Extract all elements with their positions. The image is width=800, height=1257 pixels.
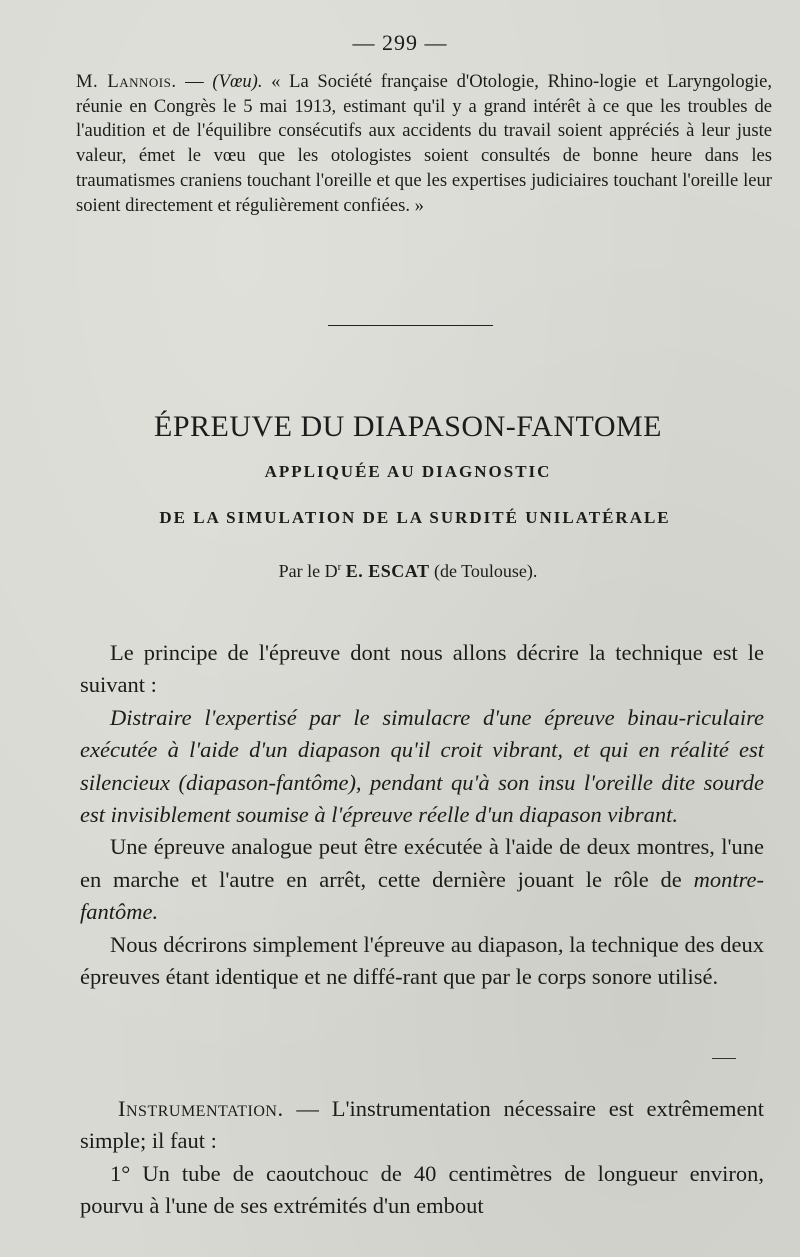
paragraph-5 — [80, 1093, 764, 1158]
byline-suffix: (de Toulouse). — [433, 561, 538, 581]
paragraph-6: 1° Un tube de caoutchouc de 40 centimètres de longueur environ, pourvu à l'une de ses extrémités d'un embout — [80, 1160, 764, 1219]
article-title: ÉPREUVE DU DIAPASON-FANTOME — [154, 410, 662, 443]
body-text-2 — [80, 1093, 764, 1223]
note-dash: — — [176, 71, 213, 92]
article-subtitle-2: DE LA SIMULATION DE LA SURDITÉ UNILATÉRALE — [159, 508, 671, 527]
section-heading-instrumentation: Instrumentation. — [118, 1096, 284, 1121]
byline-sup: r — [337, 561, 342, 573]
byline-author: E. ESCAT — [345, 561, 430, 581]
body-text-1 — [80, 637, 764, 993]
byline-prefix: Par le D — [278, 561, 338, 581]
paragraph-1: Le principe de l'épreuve dont nous allons décrire la technique est le suivant : — [80, 640, 764, 698]
paragraph-4: Nous décrirons simplement l'épreuve au diapason, la technique des deux épreuves étant identique et ne diffé-rant que par le corps sonore utilisé. — [80, 931, 764, 990]
paragraph-3-text: Une épreuve analogue peut être exécutée à l'aide de deux montres, l'une en marche et l'autre en arrêt, cette dernière jouant le rôle de — [80, 834, 764, 892]
paragraph-3-italic: montre-fantôme. — [80, 866, 764, 925]
section-divider — [328, 325, 493, 326]
page-number: — 299 — — [352, 30, 448, 55]
paragraph-3 — [80, 831, 764, 928]
paragraph-5-text: — L'instrumentation nécessaire est extrêmement simple; il faut : — [80, 1096, 764, 1154]
note-author: M. Lannois. — [76, 71, 177, 92]
note-label: (Vœu). — [212, 71, 263, 92]
small-dash-mark — [712, 1058, 736, 1059]
paragraph-2: Distraire l'expertisé par le simulacre d'une épreuve binau-riculaire exécutée à l'aide d'un diapason qu'il croit vibrant, et qui en réalité est silencieux (diapason-fantôme), pendant qu'à son insu l'oreille dite sourde est invisiblement soumise à l'épreuve réelle d'un diapason vibrant. — [80, 704, 764, 828]
byline — [0, 561, 800, 582]
note-text: « La Société française d'Otologie, Rhino-logie et Laryngologie, réunie en Congrès le 5 mai 1913, estimant qu'il y a grand intérêt à ce que les troubles de l'audition et de l'équilibre consécutifs aux accidents du travail soient appréciés à leur juste valeur, émet le vœu que les otologistes soient consultés de bonne heure dans les traumatismes craniens touchant l'oreille et que les expertises judiciaires touchant l'oreille leur soient directement et régulièrement confiées. » — [76, 71, 772, 216]
article-subtitle-1: APPLIQUÉE AU DIAGNOSTIC — [264, 462, 552, 481]
note-paragraph — [76, 70, 772, 218]
